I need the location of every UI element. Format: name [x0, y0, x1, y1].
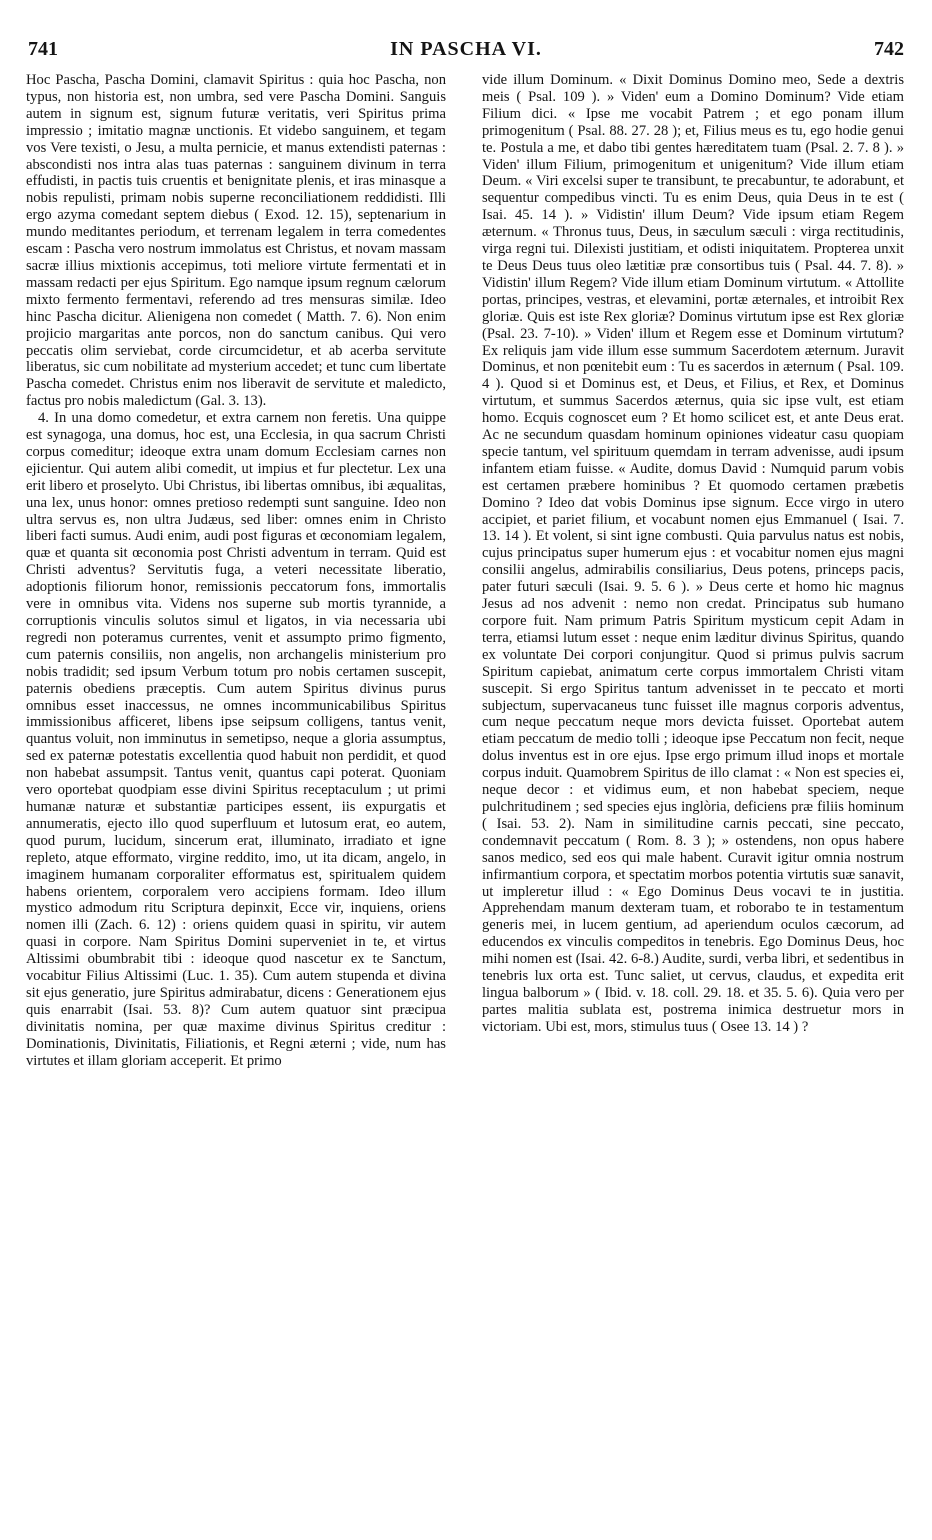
column-gutter — [458, 72, 459, 1472]
page-number-left: 741 — [28, 38, 58, 60]
right-column — [482, 72, 904, 1512]
paragraph: Hoc Pascha, Pascha Domini, clamavit Spiritus : quia hoc Pascha, non typus, non historia est, non umbra, sed vere Pascha Domini. Sanguis autem in signum est, signum futuræ veritatis, veri Spiritus prima impressio ; imitatio magnæ unctionis. Et videbo sanguinem, et tegam vos Vere texisti, o Jesu, a multa pernicie, et manus extendisti paternas : abscondisti nos intra alas tuas paternas : sanguinem divinum in terra effudisti, in pactis tuis cruentis et benignitate plenis, et iras minasque a nobis repulisti, primam nobis superne reconciliationem reddidisti. Illi ergo azyma comedant septem diebus ( Exod. 12. 15), septenarium in mundo meditantes periodum, et terrenam legalem in terra comedentes escam : Pascha vero nostrum immolatus est Christus, et novam massam sacræ illius mixtionis accepimus, toti meliore virtute fermentati et in massam redacti per ejus Spiritum. Ego namque ipsum regnum cælorum mixto fermento fermentavi, referendo ad tres mensuras similæ. Ideo hinc Pascha dicitur. Alienigena non comedet ( Matth. 7. 6). Non enim projicio margaritas ante porcos, non do sanctum canibus. Qui vero peccatis olim serviebat, corde circumcidetur, et ab acerba servitute liberatus, sic cum nobilitate ad mysterium accedet; et tunc cum libertate Pascha comedet. Christus enim nos liberavit de servitute et maledicto, factus pro nobis maledictum (Gal. 3. 13). — [26, 72, 446, 410]
paragraph: 4. In una domo comedetur, et extra carnem non feretis. Una quippe est synagoga, una domus, hoc est, una Ecclesia, in qua sacrum Christi corpus comeditur; ideoque extra unam domum Ecclesiam carnes non ejicientur. Qui autem alibi comedit, ut impius et fur plectetur. Lex una erit libero et proselyto. Ubi Christus, ibi libertas omnibus, ibi æqualitas, una lex, unus honor: omnes pretioso redempti sunt sanguine. Ideo non ultra servus es, non ultra Judæus, sed liber: omnes enim in Christo liberi facti sumus. Audi enim, audi post figuras et œconomiam legalem, quæ et quanta sit œconomia post Christi adventum in terram. Quid est Christi adventus? Servitutis fuga, a veteri necessitate liberatio, adoptionis filiorum honor, remissionis peccatorum fons, immortalis vere in omnibus vita. Videns nos superne sub mortis tyrannide, a corruptionis vinculis solutos simul et ligatos, in via necessaria ubi regredi non poteramus currentes, venit et assumpto primo figmento, cum paternis consiliis, non angelis, non archangelis ministerium pro nobis tradidit; sed ipsum Verbum totum pro nobis certamen suscepit, paternis obediens præceptis. Cum autem Spiritus divinus purus omnibus esset inaccessus, ne omnes incommunicabilibus Spiritus immissionibus afficeret, libens ipse seipsum colligens, tantus venit, quantus voluit, non imminutus in semetipso, neque a gloria assumptus, sed ex paternæ potestatis excellentia quod habuit non perdidit, et quod non habebat assumpsit. Tantus venit, quantus capi poterat. Quoniam vero oportebat quodpiam esse divini Spiritus receptaculum ; ut primi humanæ naturæ et substantiæ participes essent, iis expurgatis et annumeratis, ejecto illo quod superfluum et lutosum erat, eo autem, quod purum, lucidum, sincerum erat, illuminato, irradiato et igne repleto, atque efformato, virgine reddito, imo, ut ita dicam, angelo, in imaginem humanam corporaliter efformatus est, spiritualem quidem habens orientem, corporalem vero accipiens formam. Ideo illum mystico admodum ritu Scriptura depinxit, Ecce vir, inquiens, oriens nomen illi (Zach. 6. 12) : oriens quidem quasi in spiritu, vir autem quasi in corpore. Nam Spiritus Domini superveniet in te, et virtus Altissimi obumbrabit tibi : ideoque quod nascetur ex te Sanctum, vocabitur Filius Altissimi (Luc. 1. 35). Cum autem stupenda et divina sit ejus generatio, jure Spiritus admirabatur, dicens : Generationem ejus quis enarrabit (Isai. 53. 8)? Cum autem quatuor sint præcipua divinitatis nomina, per quæ maxime divinus Spiritus creditur : Dominationis, Divinitatis, Filiationis, et Regni æterni ; vide, num has virtutes et illam gloriam acceperit. Et primo — [26, 410, 446, 1069]
page-header — [24, 38, 908, 64]
left-column — [26, 72, 446, 1512]
page-number-right: 742 — [874, 38, 904, 60]
running-title: IN PASCHA VI. — [390, 38, 542, 60]
paragraph: vide illum Dominum. « Dixit Dominus Domino meo, Sede a dextris meis ( Psal. 109 ). » Viden' eum a Domino Dominum? Vide etiam Filium dici. « Ipse me vocabit Patrem ; et ego ponam illum primogenitum ( Psal. 88. 27. 28 ); et, Filius meus es tu, ego hodie genui te. Postula a me, et dabo tibi gentes hæreditatem tuam (Psal. 2. 7. 8 ). » Viden' illum Filium, primogenitum et unigenitum? Vide illum etiam Deum. « Viri excelsi super te transibunt, te precabuntur, te adorabunt, et sequentur compedibus vincti. Tu es enim Deus, quia Deus in te est ( Isai. 45. 14 ). » Vidistin' illum Deum? Vide ipsum etiam Regem æternum. « Thronus tuus, Deus, in sæculum sæculi : virga rectitudinis, virga regni tui. Dilexisti justitiam, et odisti iniquitatem. Propterea unxit te Deus Deus tuus oleo lætitiæ præ consortibus tuis ( Psal. 44. 7. 8). » Vidistin' illum Regem? Vide illum etiam Dominum virtutum. « Attollite portas, principes, vestras, et elevamini, portæ æternales, et introibit Rex gloriæ. Quis est iste Rex gloriæ? Dominus virtutum ipse est Rex gloriæ (Psal. 23. 7-10). » Viden' illum et Regem esse et Dominum virtutum? Ex reliquis jam vide illum esse summum Sacerdotem æternum. Juravit Dominus, et non pœnitebit eum : Tu es sacerdos in æternum ( Psal. 109. 4 ). Quod si et Dominus est, et Deus, et Filius, et Rex, et Dominus virtutum, et summus Sacerdos æternus, quia sic ipse vult, est etiam homo. Ecquis cognoscet eum ? Et homo scilicet est, et ante Deus erat. Ac ne secundum quasdam hominum opiniones videatur casu quopiam specie tantum, vel spirituum quemdam in terram advenisse, audi ipsum infantem etiam fuisse. « Audite, domus David : Numquid parum vobis est certamen præbere hominibus ? Et quomodo certamen præbetis Domino ? Ideo dat vobis Dominus ipse signum. Ecce virgo in utero accipiet, et pariet filium, et vocabunt nomen ejus Emmanuel ( Isai. 7. 13. 14 ). Et volent, si sint igne combusti. Quia parvulus natus est nobis, cujus principatus super humerum ejus : et vocabitur nomen ejus magni consilii angelus, admirabilis consiliarius, Deus potens, princeps pacis, pater futuri sæculi (Isai. 9. 5. 6 ). » Deus certe et homo hic magnus Jesus ad nos advenit : nemo non credat. Principatus sub humano corpore fuit. Nam primum Patris Spiritum mysticum cepit Adam in terra, etiamsi lutum esset : neque enim læditur divinus Spiritus, quando ex voluntate Dei corpori conjungitur. Quod si primus pulvis sacrum Spiritum capiebat, animatum certe corpus immortalem Christi vitam suscepit. Si ergo Spiritus tantum advenisset in te peccato et morti subjectum, supervacaneus tunc fuisset ille magnus corporis adventus, cum neque peccatum neque mors devicta fuisset. Oportebat autem etiam peccatum de medio tolli ; ideoque ipse Peccatum non fecit, neque dolus inventus est in ore ejus. Ipse ergo primum illud inops et mortale corpus induit. Quamobrem Spiritus de illo clamat : « Non est species ei, neque decor : et vidimus eum, et non habebat speciem, neque pulchritudinem ; sed species ejus inglòria, deficiens præ filiis hominum ( Isai. 53. 2). Nam in similitudine carnis peccati, sine peccato, condemnavit peccatum ( Rom. 8. 3 ); » ostendens, non opus habere sanos medico, sed eos qui male habent. Curavit igitur omnia nostrum infirmantium corpora, et spectatim morbos potentia virtutis suæ sanavit, ut impleretur illud : « Ego Dominus Deus vocavi te in justitia. Apprehendam manum dexteram tuam, et roborabo te in testamentum generis mei, in lucem gentium, ad aperiendum oculos cæcorum, ad educendos ex vinculis compeditos in tenebris. Ego Dominus Deus, hoc mihi nomen est (Isai. 42. 6-8.) Audite, surdi, verba libri, et sedentibus in tenebris lux orta est. Tunc saliet, ut cervus, claudus, et expedita erit lingua balborum » ( Ibid. v. 18. coll. 29. 18. et 35. 5. 6). Quia vero per partes malitia sublata est, postrema inimica destruetur mors in victoriam. Ubi est, mors, stimulus tuus ( Osee 13. 14 ) ? — [482, 72, 904, 1035]
